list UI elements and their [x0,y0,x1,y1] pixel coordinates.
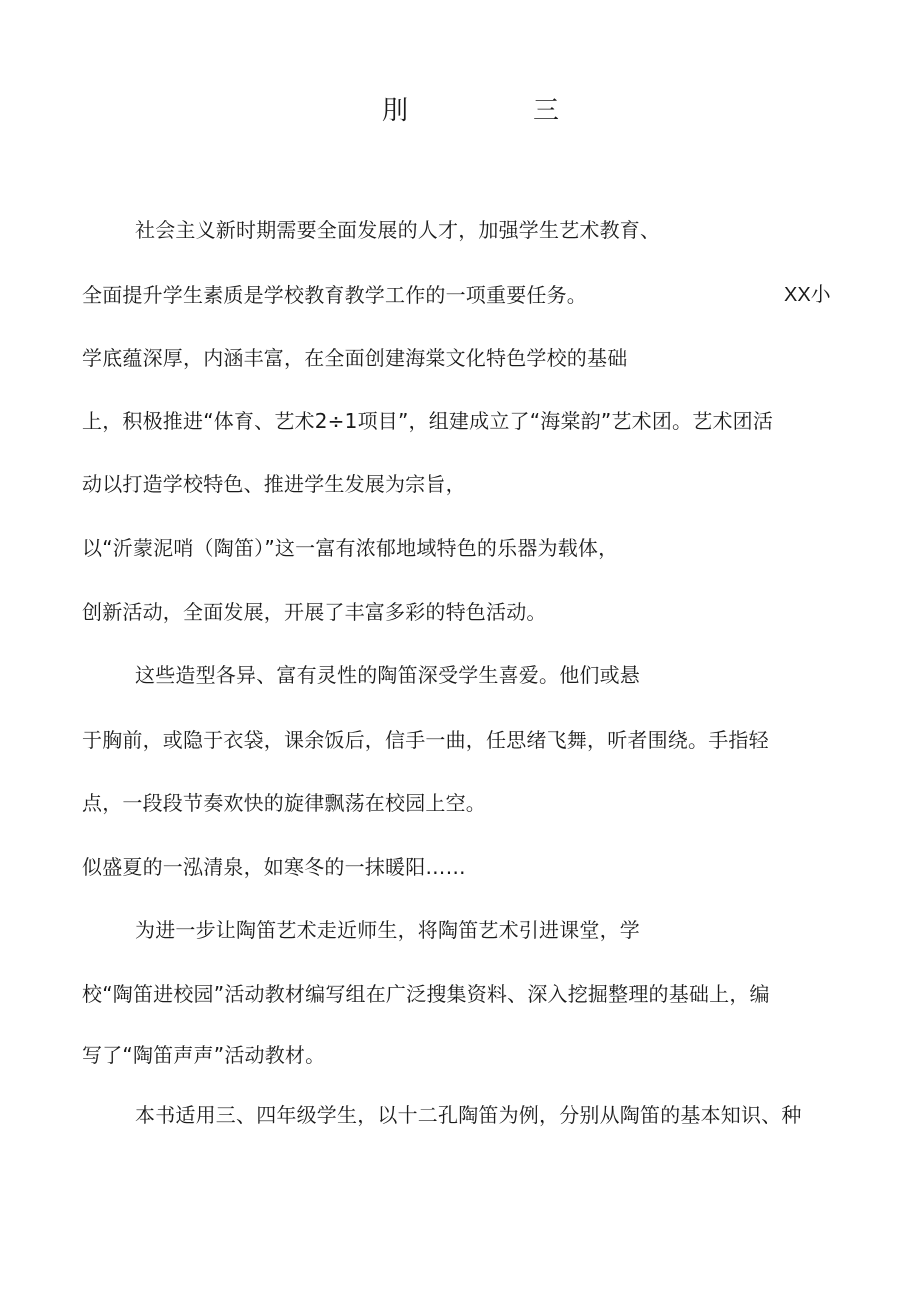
paragraph-1-line-1: 社会主义新时期需要全面发展的人才，加强学生艺术教育、 [135,218,661,242]
paragraph-3-line-1: 为进一步让陶笛艺术走近师生，将陶笛艺术引进课堂，学 [135,918,640,942]
paragraph-2-line-1: 这些造型各异、富有灵性的陶笛深受学生喜爱。他们或悬 [135,663,640,687]
paragraph-1-line-5: 动以打造学校特色、推进学生发展为宗旨， [82,472,466,496]
paragraph-2-line-4: 似盛夏的一泓清泉，如寒冬的一抹暖阳…… [82,855,466,879]
paragraph-2-line-3: 点，一段段节奏欢快的旋律飘荡在校园上空。 [82,791,486,815]
paragraph-3-line-3: 写了“陶笛声声”活动教材。 [82,1043,326,1067]
paragraph-2-line-2: 于胸前，或隐于衣袋，课余饭后，信手一曲，任思绪飞舞，听者围绕。手指轻 [82,728,769,752]
paragraph-1-line-2: 全面提升学生素质是学校教育教学工作的一项重要任务。 [82,283,587,307]
paragraph-1-line-4: 上，积极推进“体育、艺术2÷1项目”，组建成立了“海棠韵”艺术团。艺术团活 [82,409,774,433]
paragraph-4-line-1: 本书适用三、四年级学生，以十二孔陶笛为例，分别从陶笛的基本知识、种 [135,1103,802,1127]
paragraph-1-line-2-tail: XX小 [784,284,831,306]
paragraph-1-line-3: 学底蕴深厚，内涵丰富，在全面创建海棠文化特色学校的基础 [82,346,628,370]
page-title-left-char: 刖 [382,96,409,126]
paragraph-3-line-2: 校“陶笛进校园”活动教材编写组在广泛搜集资料、深入挖掘整理的基础上，编 [82,982,770,1006]
paragraph-1-line-6: 以“沂蒙泥哨（陶笛）”这一富有浓郁地域特色的乐器为载体， [82,536,619,560]
paragraph-1-line-7: 创新活动，全面发展，开展了丰富多彩的特色活动。 [82,600,547,624]
page-title-right-char: 三 [533,96,560,126]
